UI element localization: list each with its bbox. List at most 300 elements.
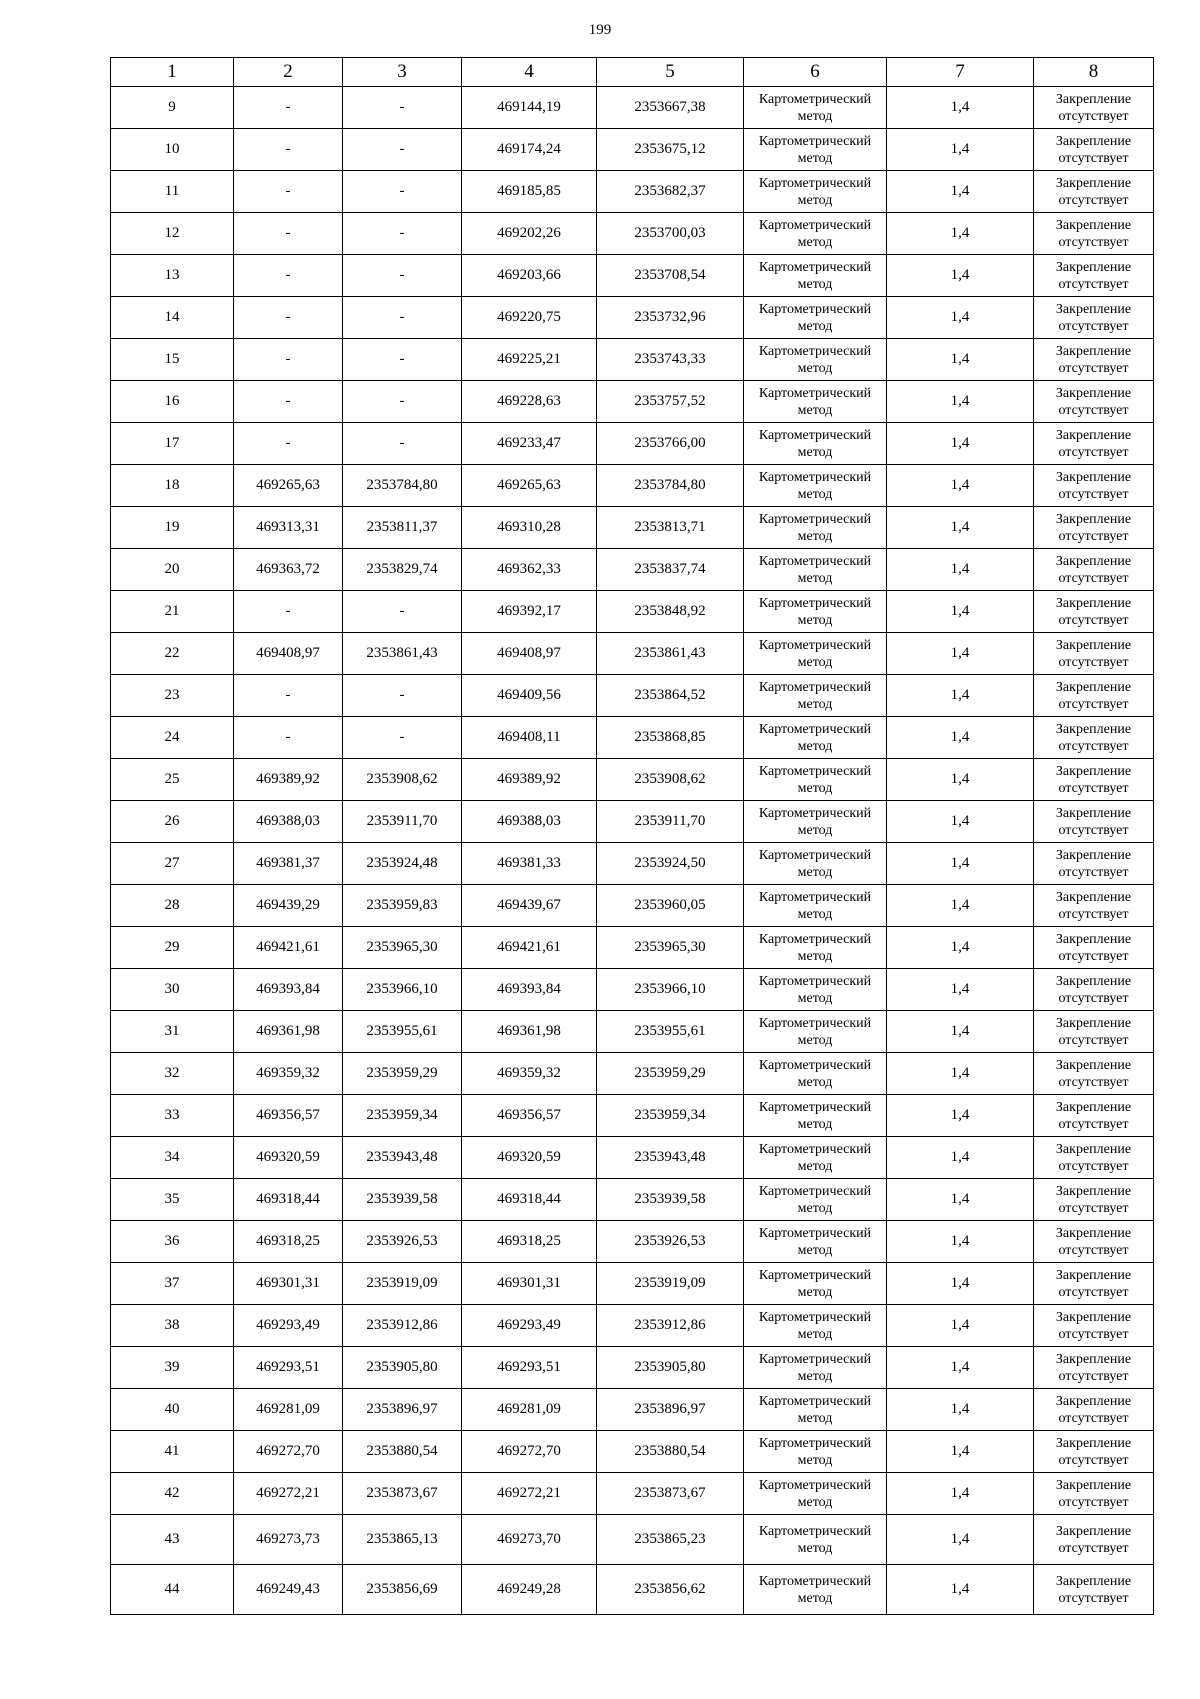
cell-point-number: 26 [111, 801, 234, 843]
cell-new-y: 2353784,80 [597, 465, 744, 507]
cell-old-x: 469361,98 [234, 1011, 343, 1053]
cell-new-y: 2353896,97 [597, 1389, 744, 1431]
cell-new-x: 469272,70 [462, 1431, 597, 1473]
table-row [111, 213, 1154, 255]
cell-new-x: 469249,28 [462, 1565, 597, 1615]
cell-method: Картометрический метод [744, 297, 887, 339]
cell-accuracy: 1,4 [887, 1263, 1034, 1305]
cell-old-x: - [234, 381, 343, 423]
header-row [111, 58, 1154, 87]
cell-new-y: 2353743,33 [597, 339, 744, 381]
cell-fixing: Закрепление отсутствует [1034, 423, 1154, 465]
cell-method: Картометрический метод [744, 1431, 887, 1473]
cell-new-y: 2353960,05 [597, 885, 744, 927]
cell-point-number: 44 [111, 1565, 234, 1615]
cell-old-x: 469272,70 [234, 1431, 343, 1473]
cell-old-y: 2353919,09 [343, 1263, 462, 1305]
cell-method: Картометрический метод [744, 1473, 887, 1515]
cell-method: Картометрический метод [744, 423, 887, 465]
cell-old-y: 2353966,10 [343, 969, 462, 1011]
cell-new-y: 2353959,34 [597, 1095, 744, 1137]
cell-old-y: 2353865,13 [343, 1515, 462, 1565]
cell-new-x: 469439,67 [462, 885, 597, 927]
cell-old-x: 469249,43 [234, 1565, 343, 1615]
cell-method: Картометрический метод [744, 1305, 887, 1347]
column-header-7: 7 [887, 58, 1034, 87]
cell-old-y: 2353856,69 [343, 1565, 462, 1615]
table-row [111, 1565, 1154, 1615]
cell-point-number: 17 [111, 423, 234, 465]
cell-fixing: Закрепление отсутствует [1034, 1473, 1154, 1515]
cell-point-number: 29 [111, 927, 234, 969]
cell-old-y: - [343, 675, 462, 717]
cell-new-x: 469273,70 [462, 1515, 597, 1565]
cell-point-number: 31 [111, 1011, 234, 1053]
cell-accuracy: 1,4 [887, 1347, 1034, 1389]
cell-fixing: Закрепление отсутствует [1034, 1515, 1154, 1565]
cell-old-x: - [234, 423, 343, 465]
cell-new-y: 2353848,92 [597, 591, 744, 633]
cell-new-y: 2353861,43 [597, 633, 744, 675]
cell-fixing: Закрепление отсутствует [1034, 1431, 1154, 1473]
cell-old-y: 2353861,43 [343, 633, 462, 675]
cell-accuracy: 1,4 [887, 759, 1034, 801]
table-body [111, 87, 1154, 1615]
cell-fixing: Закрепление отсутствует [1034, 339, 1154, 381]
table-row [111, 1137, 1154, 1179]
cell-accuracy: 1,4 [887, 633, 1034, 675]
cell-method: Картометрический метод [744, 465, 887, 507]
cell-method: Картометрический метод [744, 1095, 887, 1137]
cell-new-x: 469388,03 [462, 801, 597, 843]
cell-old-y: 2353911,70 [343, 801, 462, 843]
cell-fixing: Закрепление отсутствует [1034, 129, 1154, 171]
cell-old-y: - [343, 717, 462, 759]
cell-method: Картометрический метод [744, 969, 887, 1011]
table-row [111, 423, 1154, 465]
cell-new-y: 2353813,71 [597, 507, 744, 549]
cell-new-y: 2353837,74 [597, 549, 744, 591]
table-row [111, 927, 1154, 969]
cell-new-y: 2353667,38 [597, 87, 744, 129]
cell-new-x: 469293,49 [462, 1305, 597, 1347]
cell-fixing: Закрепление отсутствует [1034, 381, 1154, 423]
cell-old-y: 2353965,30 [343, 927, 462, 969]
cell-accuracy: 1,4 [887, 297, 1034, 339]
cell-point-number: 11 [111, 171, 234, 213]
cell-method: Картометрический метод [744, 549, 887, 591]
cell-fixing: Закрепление отсутствует [1034, 297, 1154, 339]
table-row [111, 675, 1154, 717]
cell-fixing: Закрепление отсутствует [1034, 1389, 1154, 1431]
cell-old-x: 469301,31 [234, 1263, 343, 1305]
cell-accuracy: 1,4 [887, 675, 1034, 717]
cell-new-x: 469174,24 [462, 129, 597, 171]
table-row [111, 969, 1154, 1011]
cell-point-number: 35 [111, 1179, 234, 1221]
cell-new-y: 2353966,10 [597, 969, 744, 1011]
table-row [111, 633, 1154, 675]
table-row [111, 843, 1154, 885]
cell-old-y: - [343, 381, 462, 423]
cell-old-x: 469388,03 [234, 801, 343, 843]
cell-new-x: 469421,61 [462, 927, 597, 969]
cell-accuracy: 1,4 [887, 717, 1034, 759]
cell-old-y: 2353959,29 [343, 1053, 462, 1095]
table-row [111, 507, 1154, 549]
cell-accuracy: 1,4 [887, 885, 1034, 927]
cell-accuracy: 1,4 [887, 171, 1034, 213]
cell-method: Картометрический метод [744, 717, 887, 759]
cell-fixing: Закрепление отсутствует [1034, 1565, 1154, 1615]
cell-accuracy: 1,4 [887, 1011, 1034, 1053]
cell-new-x: 469272,21 [462, 1473, 597, 1515]
cell-old-x: 469281,09 [234, 1389, 343, 1431]
cell-method: Картометрический метод [744, 1221, 887, 1263]
table-row [111, 255, 1154, 297]
cell-fixing: Закрепление отсутствует [1034, 759, 1154, 801]
cell-accuracy: 1,4 [887, 339, 1034, 381]
cell-old-x: - [234, 297, 343, 339]
cell-fixing: Закрепление отсутствует [1034, 1263, 1154, 1305]
cell-accuracy: 1,4 [887, 1179, 1034, 1221]
cell-old-x: 469318,25 [234, 1221, 343, 1263]
cell-point-number: 20 [111, 549, 234, 591]
cell-fixing: Закрепление отсутствует [1034, 255, 1154, 297]
cell-fixing: Закрепление отсутствует [1034, 1053, 1154, 1095]
cell-method: Картометрический метод [744, 1011, 887, 1053]
column-header-4: 4 [462, 58, 597, 87]
cell-new-x: 469361,98 [462, 1011, 597, 1053]
table-row [111, 465, 1154, 507]
cell-old-y: 2353811,37 [343, 507, 462, 549]
cell-accuracy: 1,4 [887, 549, 1034, 591]
column-header-8: 8 [1034, 58, 1154, 87]
cell-point-number: 24 [111, 717, 234, 759]
cell-fixing: Закрепление отсутствует [1034, 87, 1154, 129]
cell-old-y: 2353912,86 [343, 1305, 462, 1347]
cell-fixing: Закрепление отсутствует [1034, 843, 1154, 885]
cell-fixing: Закрепление отсутствует [1034, 591, 1154, 633]
cell-old-x: - [234, 591, 343, 633]
cell-new-y: 2353943,48 [597, 1137, 744, 1179]
cell-new-x: 469392,17 [462, 591, 597, 633]
cell-method: Картометрический метод [744, 1179, 887, 1221]
cell-method: Картометрический метод [744, 1053, 887, 1095]
cell-old-x: - [234, 675, 343, 717]
cell-point-number: 30 [111, 969, 234, 1011]
cell-method: Картометрический метод [744, 339, 887, 381]
cell-point-number: 12 [111, 213, 234, 255]
table-row [111, 129, 1154, 171]
cell-accuracy: 1,4 [887, 465, 1034, 507]
cell-new-y: 2353732,96 [597, 297, 744, 339]
cell-new-y: 2353926,53 [597, 1221, 744, 1263]
cell-point-number: 25 [111, 759, 234, 801]
cell-point-number: 13 [111, 255, 234, 297]
cell-old-x: 469293,49 [234, 1305, 343, 1347]
cell-fixing: Закрепление отсутствует [1034, 885, 1154, 927]
cell-accuracy: 1,4 [887, 1095, 1034, 1137]
table-row [111, 339, 1154, 381]
cell-accuracy: 1,4 [887, 423, 1034, 465]
cell-fixing: Закрепление отсутствует [1034, 1095, 1154, 1137]
cell-new-y: 2353908,62 [597, 759, 744, 801]
cell-fixing: Закрепление отсутствует [1034, 1305, 1154, 1347]
cell-new-x: 469408,11 [462, 717, 597, 759]
cell-old-x: 469359,32 [234, 1053, 343, 1095]
cell-method: Картометрический метод [744, 129, 887, 171]
cell-method: Картометрический метод [744, 801, 887, 843]
cell-new-y: 2353880,54 [597, 1431, 744, 1473]
table-row [111, 1011, 1154, 1053]
cell-old-y: 2353829,74 [343, 549, 462, 591]
cell-method: Картометрический метод [744, 843, 887, 885]
cell-accuracy: 1,4 [887, 87, 1034, 129]
cell-point-number: 23 [111, 675, 234, 717]
cell-accuracy: 1,4 [887, 129, 1034, 171]
column-header-2: 2 [234, 58, 343, 87]
cell-point-number: 36 [111, 1221, 234, 1263]
cell-new-x: 469408,97 [462, 633, 597, 675]
cell-old-x: 469318,44 [234, 1179, 343, 1221]
cell-fixing: Закрепление отсутствует [1034, 1011, 1154, 1053]
cell-point-number: 19 [111, 507, 234, 549]
cell-point-number: 27 [111, 843, 234, 885]
cell-accuracy: 1,4 [887, 843, 1034, 885]
cell-new-x: 469228,63 [462, 381, 597, 423]
cell-point-number: 33 [111, 1095, 234, 1137]
cell-fixing: Закрепление отсутствует [1034, 213, 1154, 255]
table-row [111, 1179, 1154, 1221]
table-row [111, 1431, 1154, 1473]
cell-old-y: 2353896,97 [343, 1389, 462, 1431]
cell-point-number: 22 [111, 633, 234, 675]
cell-new-x: 469381,33 [462, 843, 597, 885]
cell-new-y: 2353675,12 [597, 129, 744, 171]
cell-point-number: 39 [111, 1347, 234, 1389]
cell-method: Картометрический метод [744, 927, 887, 969]
cell-accuracy: 1,4 [887, 1389, 1034, 1431]
table-row [111, 1347, 1154, 1389]
cell-old-x: 469363,72 [234, 549, 343, 591]
cell-old-x: 469272,21 [234, 1473, 343, 1515]
cell-point-number: 42 [111, 1473, 234, 1515]
cell-new-y: 2353700,03 [597, 213, 744, 255]
cell-method: Картометрический метод [744, 759, 887, 801]
cell-method: Картометрический метод [744, 591, 887, 633]
cell-new-y: 2353873,67 [597, 1473, 744, 1515]
cell-old-x: 469408,97 [234, 633, 343, 675]
cell-point-number: 41 [111, 1431, 234, 1473]
cell-new-x: 469389,92 [462, 759, 597, 801]
cell-method: Картометрический метод [744, 1263, 887, 1305]
cell-new-x: 469310,28 [462, 507, 597, 549]
cell-fixing: Закрепление отсутствует [1034, 465, 1154, 507]
column-header-5: 5 [597, 58, 744, 87]
cell-old-x: 469265,63 [234, 465, 343, 507]
cell-old-y: 2353939,58 [343, 1179, 462, 1221]
cell-old-y: - [343, 213, 462, 255]
cell-method: Картометрический метод [744, 633, 887, 675]
cell-fixing: Закрепление отсутствует [1034, 633, 1154, 675]
cell-old-y: 2353924,48 [343, 843, 462, 885]
cell-fixing: Закрепление отсутствует [1034, 717, 1154, 759]
cell-old-x: 469381,37 [234, 843, 343, 885]
cell-old-x: - [234, 255, 343, 297]
cell-method: Картометрический метод [744, 1137, 887, 1179]
cell-old-x: 469389,92 [234, 759, 343, 801]
cell-point-number: 32 [111, 1053, 234, 1095]
cell-old-x: - [234, 129, 343, 171]
table-row [111, 1305, 1154, 1347]
cell-new-x: 469409,56 [462, 675, 597, 717]
cell-accuracy: 1,4 [887, 1515, 1034, 1565]
column-header-1: 1 [111, 58, 234, 87]
cell-method: Картометрический метод [744, 1515, 887, 1565]
cell-fixing: Закрепление отсутствует [1034, 1179, 1154, 1221]
cell-new-y: 2353912,86 [597, 1305, 744, 1347]
cell-fixing: Закрепление отсутствует [1034, 927, 1154, 969]
cell-new-x: 469281,09 [462, 1389, 597, 1431]
cell-old-x: - [234, 339, 343, 381]
cell-new-y: 2353924,50 [597, 843, 744, 885]
cell-new-y: 2353911,70 [597, 801, 744, 843]
cell-point-number: 14 [111, 297, 234, 339]
table-row [111, 1053, 1154, 1095]
cell-method: Картометрический метод [744, 507, 887, 549]
cell-fixing: Закрепление отсутствует [1034, 675, 1154, 717]
cell-method: Картометрический метод [744, 675, 887, 717]
cell-new-y: 2353868,85 [597, 717, 744, 759]
cell-old-x: - [234, 213, 343, 255]
cell-new-x: 469356,57 [462, 1095, 597, 1137]
table-row [111, 759, 1154, 801]
cell-accuracy: 1,4 [887, 1565, 1034, 1615]
cell-method: Картометрический метод [744, 885, 887, 927]
cell-new-y: 2353865,23 [597, 1515, 744, 1565]
cell-old-y: 2353959,83 [343, 885, 462, 927]
table-row [111, 1221, 1154, 1263]
cell-old-x: - [234, 87, 343, 129]
cell-new-x: 469359,32 [462, 1053, 597, 1095]
cell-new-x: 469301,31 [462, 1263, 597, 1305]
cell-method: Картометрический метод [744, 171, 887, 213]
cell-point-number: 16 [111, 381, 234, 423]
cell-old-y: 2353905,80 [343, 1347, 462, 1389]
table-row [111, 1095, 1154, 1137]
cell-old-y: - [343, 297, 462, 339]
cell-new-y: 2353856,62 [597, 1565, 744, 1615]
cell-fixing: Закрепление отсутствует [1034, 969, 1154, 1011]
cell-point-number: 37 [111, 1263, 234, 1305]
cell-accuracy: 1,4 [887, 969, 1034, 1011]
table-row [111, 381, 1154, 423]
cell-old-y: 2353880,54 [343, 1431, 462, 1473]
cell-method: Картометрический метод [744, 255, 887, 297]
column-header-6: 6 [744, 58, 887, 87]
cell-new-x: 469202,26 [462, 213, 597, 255]
cell-point-number: 43 [111, 1515, 234, 1565]
table-row [111, 549, 1154, 591]
cell-new-x: 469393,84 [462, 969, 597, 1011]
cell-old-y: - [343, 171, 462, 213]
cell-point-number: 28 [111, 885, 234, 927]
cell-method: Картометрический метод [744, 381, 887, 423]
cell-old-x: 469320,59 [234, 1137, 343, 1179]
cell-new-y: 2353682,37 [597, 171, 744, 213]
cell-accuracy: 1,4 [887, 927, 1034, 969]
cell-accuracy: 1,4 [887, 1221, 1034, 1263]
cell-accuracy: 1,4 [887, 591, 1034, 633]
table-row [111, 717, 1154, 759]
cell-method: Картометрический метод [744, 87, 887, 129]
cell-old-y: - [343, 255, 462, 297]
table-row [111, 1515, 1154, 1565]
table-row [111, 297, 1154, 339]
cell-old-x: - [234, 171, 343, 213]
cell-new-x: 469362,33 [462, 549, 597, 591]
cell-new-y: 2353766,00 [597, 423, 744, 465]
cell-accuracy: 1,4 [887, 255, 1034, 297]
cell-fixing: Закрепление отсутствует [1034, 549, 1154, 591]
cell-new-y: 2353905,80 [597, 1347, 744, 1389]
cell-new-y: 2353939,58 [597, 1179, 744, 1221]
cell-old-y: - [343, 129, 462, 171]
cell-old-x: 469356,57 [234, 1095, 343, 1137]
cell-point-number: 9 [111, 87, 234, 129]
table-row [111, 1473, 1154, 1515]
cell-new-y: 2353955,61 [597, 1011, 744, 1053]
cell-old-x: 469393,84 [234, 969, 343, 1011]
cell-new-x: 469293,51 [462, 1347, 597, 1389]
cell-old-y: - [343, 339, 462, 381]
cell-old-y: 2353943,48 [343, 1137, 462, 1179]
table-row [111, 885, 1154, 927]
cell-new-y: 2353959,29 [597, 1053, 744, 1095]
cell-new-x: 469203,66 [462, 255, 597, 297]
cell-point-number: 38 [111, 1305, 234, 1347]
cell-old-y: 2353926,53 [343, 1221, 462, 1263]
cell-new-x: 469225,21 [462, 339, 597, 381]
cell-accuracy: 1,4 [887, 1137, 1034, 1179]
cell-old-x: 469273,73 [234, 1515, 343, 1565]
cell-fixing: Закрепление отсутствует [1034, 1221, 1154, 1263]
cell-accuracy: 1,4 [887, 507, 1034, 549]
cell-old-y: 2353908,62 [343, 759, 462, 801]
cell-point-number: 18 [111, 465, 234, 507]
cell-old-x: - [234, 717, 343, 759]
cell-accuracy: 1,4 [887, 1305, 1034, 1347]
cell-old-y: 2353955,61 [343, 1011, 462, 1053]
cell-old-y: - [343, 423, 462, 465]
cell-new-x: 469320,59 [462, 1137, 597, 1179]
cell-new-x: 469318,44 [462, 1179, 597, 1221]
table-row [111, 87, 1154, 129]
cell-old-y: - [343, 591, 462, 633]
coordinates-table [110, 57, 1154, 1615]
cell-new-y: 2353919,09 [597, 1263, 744, 1305]
cell-old-x: 469293,51 [234, 1347, 343, 1389]
table-row [111, 1263, 1154, 1305]
cell-old-y: 2353873,67 [343, 1473, 462, 1515]
table-row [111, 591, 1154, 633]
cell-accuracy: 1,4 [887, 213, 1034, 255]
column-header-3: 3 [343, 58, 462, 87]
cell-new-x: 469233,47 [462, 423, 597, 465]
cell-new-x: 469144,19 [462, 87, 597, 129]
cell-old-x: 469421,61 [234, 927, 343, 969]
